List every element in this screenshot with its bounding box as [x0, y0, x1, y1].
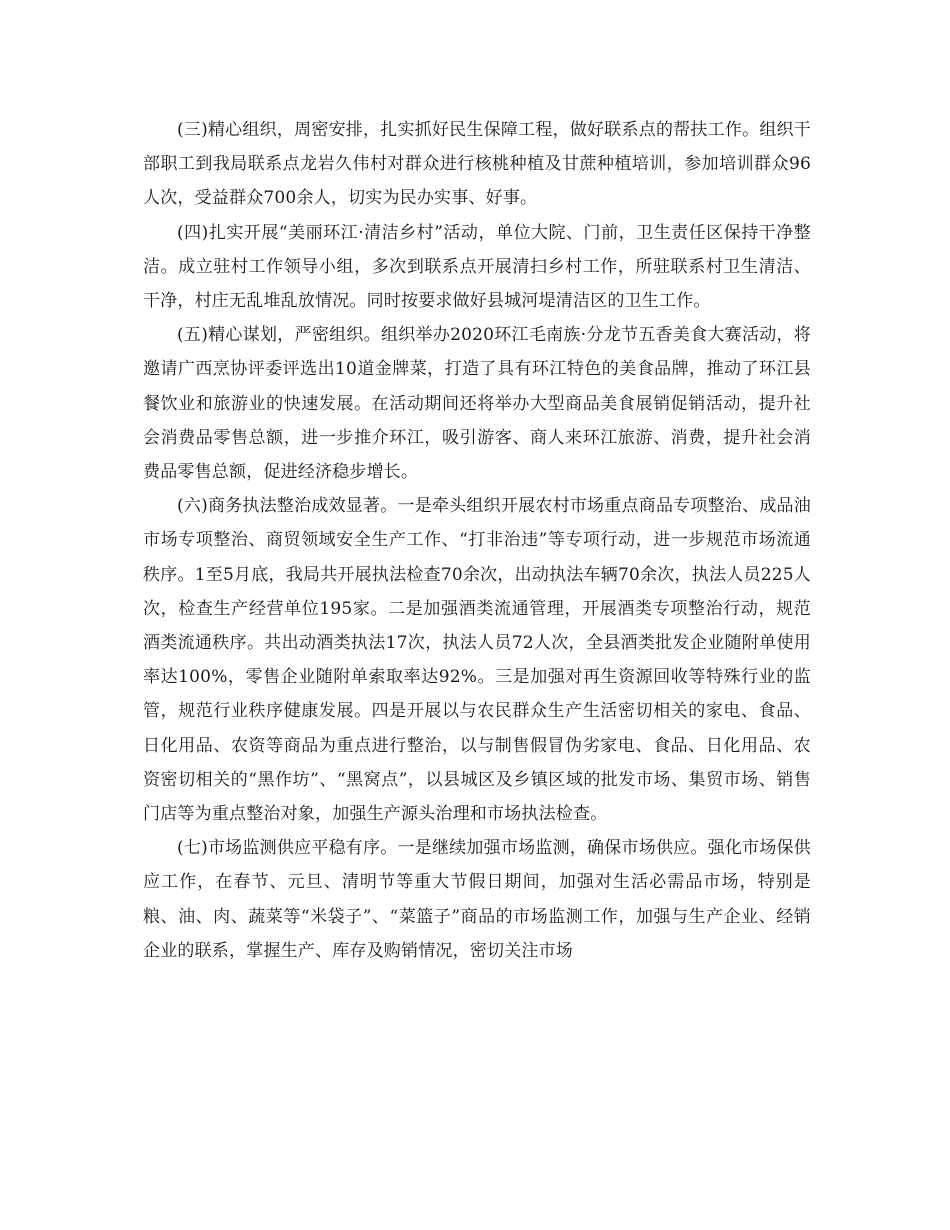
paragraph-3: (三)精心组织，周密安排，扎实抓好民生保障工程，做好联系点的帮扶工作。组织干部职工到我局联系点龙岩久伟村对群众进行核桃种植及甘蔗种植培训，参加培训群众96人次，受益群众700余人，切实为民办实事、好事。 — [143, 120, 811, 209]
paragraph-5: (五)精心谋划，严密组织。组织举办2020环江毛南族·分龙节五香美食大赛活动，将邀请广西烹协评委评选出10道金牌菜，打造了具有环江特色的美食品牌，推动了环江县餐饮业和旅游业的快速发展。在活动期间还将举办大型商品美食展销促销活动，提升社会消费品零售总额，进一步推介环江，吸引游客、商人来环江旅游、消费，提升社会消费品零售总额，促进经济稳步增长。 — [143, 325, 811, 483]
paragraph-7: (七)市场监测供应平稳有序。一是继续加强市场监测，确保市场供应。强化市场保供应工作，在春节、元旦、清明节等重大节假日期间，加强对生活必需品市场，特别是粮、油、肉、蔬菜等“米袋子”、“菜篮子”商品的市场监测工作，加强与生产企业、经销企业的联系，掌握生产、库存及购销情况，密切关注市场 — [143, 838, 811, 961]
paragraph-4: (四)扎实开展“美丽环江·清洁乡村”活动，单位大院、门前，卫生责任区保持干净整洁。成立驻村工作领导小组，多次到联系点开展清扫乡村工作，所驻联系村卫生清洁、干净，村庄无乱堆乱放情况。同时按要求做好县城河堤清洁区的卫生工作。 — [143, 222, 811, 312]
document-body — [143, 113, 811, 968]
paragraph-6: (六)商务执法整治成效显著。一是牵头组织开展农村市场重点商品专项整治、成品油市场专项整治、商贸领域安全生产工作、“打非治违”等专项行动，进一步规范市场流通秩序。1至5月底，我局共开展执法检查70余次，出动执法车辆70余次，执法人员225人次，检查生产经营单位195家。二是加强酒类流通管理，开展酒类专项整治行动，规范酒类流通秩序。共出动酒类执法17次，执法人员72人次，全县酒类批发企业随附单使用率达100%，零售企业随附单索取率达92%。三是加强对再生资源回收等特殊行业的监管，规范行业秩序健康发展。四是开展以与农民群众生产生活密切相关的家电、食品、日化用品、农资等商品为重点进行整治，以与制售假冒伪劣家电、食品、日化用品、农资密切相关的“黑作坊”、“黑窝点”，以县城区及乡镇区域的批发市场、集贸市场、销售门店等为重点整治对象，加强生产源头治理和市场执法检查。 — [143, 496, 811, 825]
